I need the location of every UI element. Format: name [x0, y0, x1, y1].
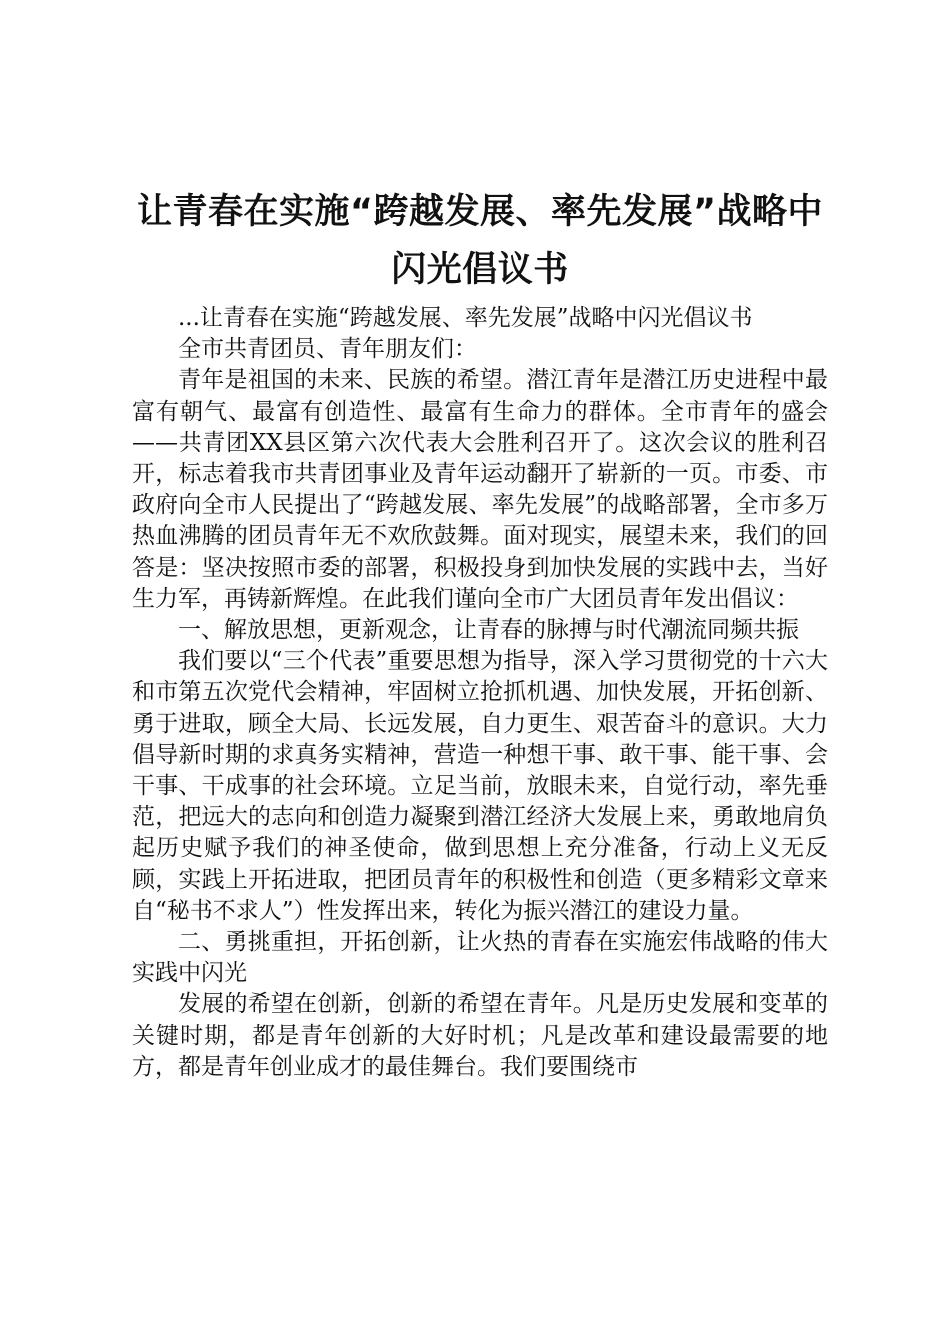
salutation: 全市共青团员、青年朋友们： — [178, 336, 477, 363]
section-heading-2: 二、勇挑重担，开拓创新，让火热的青春在实施宏伟战略的伟大实践中闪光 — [132, 929, 828, 987]
document-subtitle: ...让青春在实施“跨越发展、率先发展”战略中闪光倡议书 — [178, 305, 753, 331]
document-page — [132, 183, 828, 1083]
paragraph-section-1: 我们要以“三个代表”重要思想为指导，深入学习贯彻党的十六大和市第五次党代会精神，牢固树立抢抓机遇、加快发展，开拓创新、勇于进取，顾全大局、长远发展，自力更生、艰苦奋斗的意识。大力倡导新时期的求真务实精神，营造一种想干事、敢干事、能干事、会干事、干成事的社会环境。立足当前，放眼未来，自觉行动，率先垂范，把远大的志向和创造力凝聚到潜江经济大发展上来，勇敢地肩负起历史赋予我们的神圣使命，做到思想上充分准备，行动上义无反顾，实践上开拓进取，把团员青年的积极性和创造（更多精彩文章来自“秘书不求人”）性发挥出来，转化为振兴潜江的建设力量。 — [132, 648, 828, 924]
section-heading-1: 一、解放思想，更新观念，让青春的脉搏与时代潮流同频共振 — [178, 617, 799, 644]
paragraph-section-2: 发展的希望在创新，创新的希望在青年。凡是历史发展和变革的关键时期，都是青年创新的大好时机；凡是改革和建设最需要的地方，都是青年创业成才的最佳舞台。我们要围绕市 — [132, 991, 828, 1080]
title-line-1: 让青春在实施“跨越发展、率先发展”战略中 — [136, 192, 823, 232]
paragraph-intro: 青年是祖国的未来、民族的希望。潜江青年是潜江历史进程中最富有朝气、最富有创造性、最富有生命力的群体。全市青年的盛会——共青团XX县区第六次代表大会胜利召开了。这次会议的胜利召开，标志着我市共青团事业及青年运动翻开了崭新的一页。市委、市政府向全市人民提出了“跨越发展、率先发展”的战略部署，全市多万热血沸腾的团员青年无不欢欣鼓舞。面对现实，展望未来，我们的回答是：坚决按照市委的部署，积极投身到加快发展的实践中去，当好生力军，再铸新辉煌。在此我们谨向全市广大团员青年发出倡议： — [132, 367, 828, 612]
title-line-2: 闪光倡议书 — [391, 250, 569, 290]
document-title — [132, 183, 828, 299]
document-body — [132, 303, 828, 1083]
